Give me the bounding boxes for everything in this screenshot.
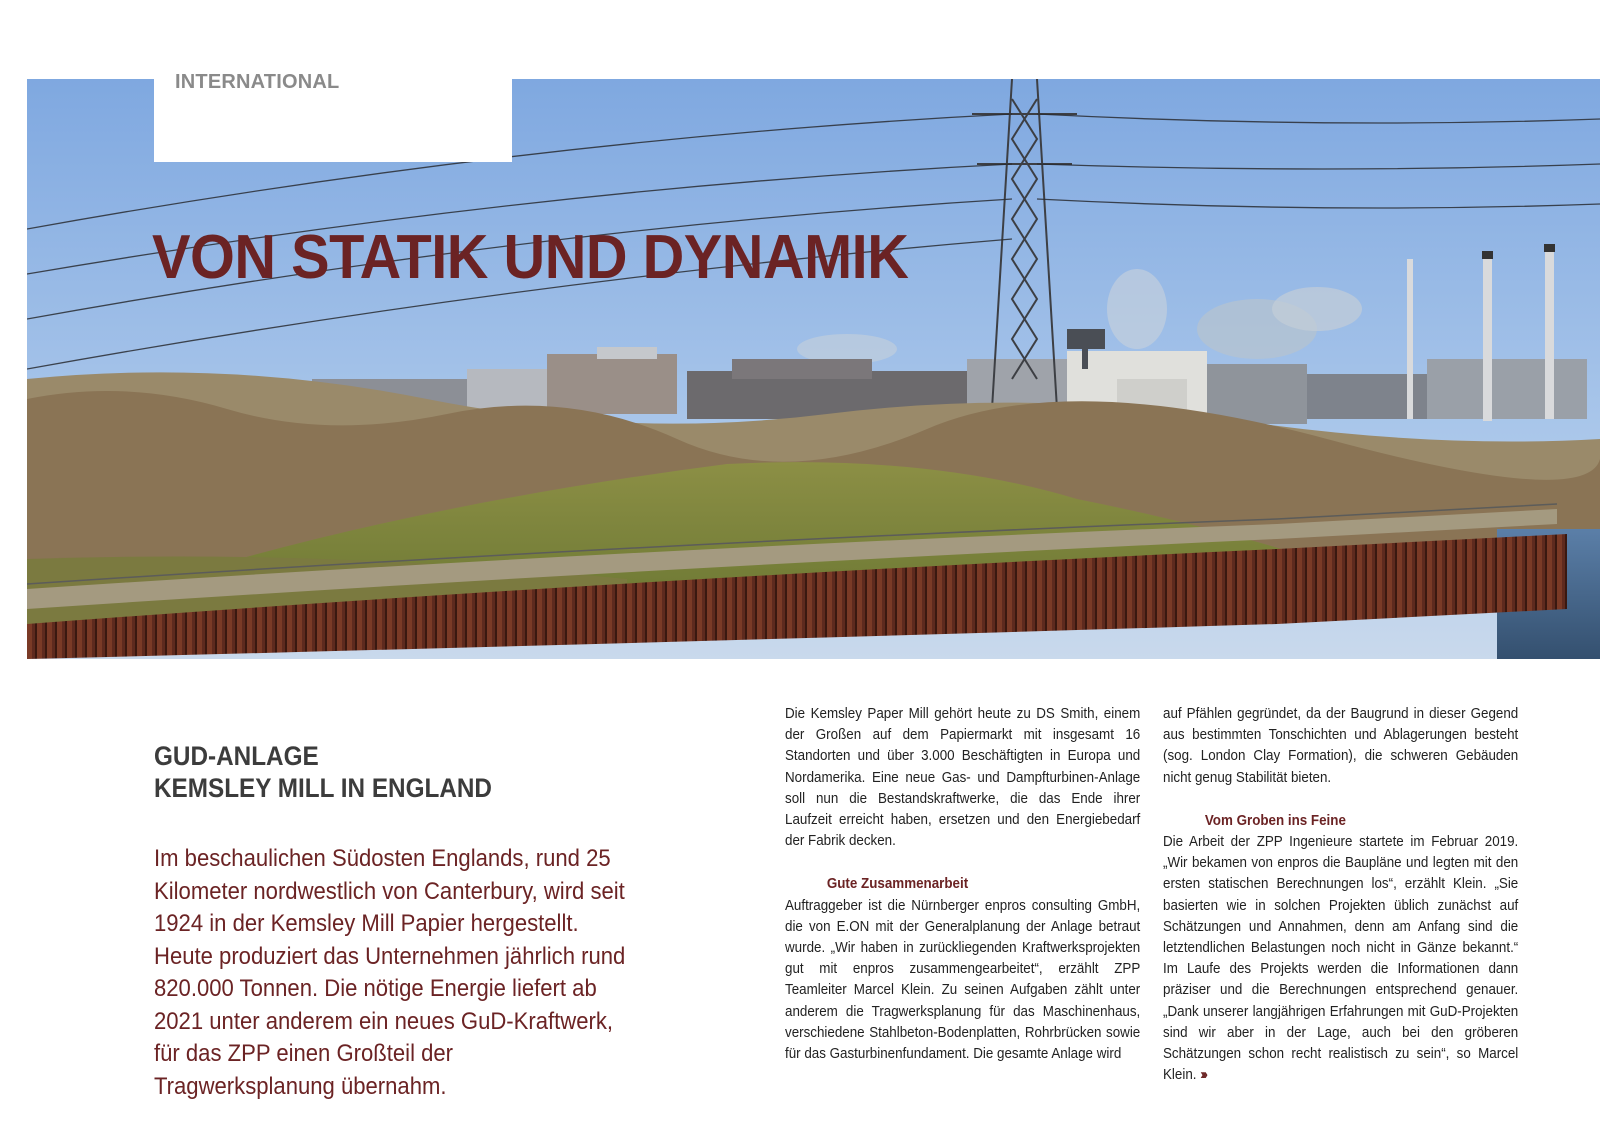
subhead-line-2: KEMSLEY MILL IN ENGLAND	[154, 773, 492, 803]
hero-photo	[27, 79, 1600, 659]
body-paragraph-final	[1163, 832, 1518, 1086]
body-paragraph: Die Kemsley Paper Mill gehört heute zu DS Smith, einem der Großen auf dem Papiermarkt mit insgesamt 16 Standorten und über 3.000 Beschäftigten in Europa und Nordamerika. Eine neue Gas- und Dampfturbinen-Anlage soll nun die Bestandskraftwerke, die das Ende ihrer Laufzeit erreicht haben, ersetzen und den Energiebedarf der Fabrik decken.	[785, 706, 1141, 850]
article-subhead	[154, 740, 492, 804]
body-paragraph: auf Pfählen gegründet, da der Baugrund in dieser Gegend aus bestimmten Tonschichten und Ablagerungen besteht (sog. London Clay Formation), die schweren Gebäuden nicht genug Stabilität bieten.	[1163, 706, 1519, 786]
section-label: INTERNATIONAL	[175, 71, 340, 93]
subhead-line-1: GUD-ANLAGE	[154, 741, 319, 771]
column-subheading: Gute Zusammenarbeit	[826, 876, 969, 893]
body-column-1	[785, 704, 1140, 1065]
article-lead: Im beschaulichen Südosten Englands, rund 25 Kilometer nordwestlich von Canterbury, wird seit 1924 in der Kemsley Mill Papier hergestellt. Heute produziert das Unternehmen jährlich rund 820.000 Tonnen. Die nötige Energie liefert ab 2021 unter anderem ein neues GuD-Kraftwerk, für das ZPP einen Großteil der Tragwerksplanung übernahm.	[154, 845, 626, 1100]
double-chevron-right-icon: ›››	[1200, 1067, 1206, 1084]
article-headline: VON STATIK UND DYNAMIK	[152, 223, 909, 292]
body-column-2	[1163, 704, 1518, 1086]
body-paragraph-text: Die Arbeit der ZPP Ingenieure startete im Februar 2019. „Wir bekamen von enpros die Baupläne und legten mit den ersten statischen Berechnungen los“, erzählt Klein. „Sie basierten wie in solchen Projekten üblich zunächst auf Schätzungen und Annahmen, denn am Anfang sind die letztendlichen Belastungen noch nicht in Gänze bekannt.“ Im Laufe des Projekts werden die Informationen dann präziser und die Berechnungen entsprechend genauer. „Dank unserer langjährigen Erfahrungen mit GuD-Projekten sind wir aber in der Lage, auch bei den gröberen Schätzungen schon recht realistisch zu sein“, so Marcel Klein.	[1163, 834, 1519, 1084]
column-subheading: Vom Groben ins Feine	[1204, 812, 1346, 829]
body-paragraph: Auftraggeber ist die Nürnberger enpros consulting GmbH, die von E.ON mit der Generalplanung der Anlage betraut wurde. „Wir haben in zurückliegenden Kraftwerksprojekten gut mit enpros zusammengearbeitet“, erzählt ZPP Teamleiter Marcel Klein. Zu seinen Aufgaben zählt unter anderem die Tragwerksplanung für das Maschinenhaus, verschiedene Stahlbeton-Bodenplatten, Rohrbrücken sowie für das Gasturbinenfundament. Die gesamte Anlage wird	[785, 897, 1141, 1063]
